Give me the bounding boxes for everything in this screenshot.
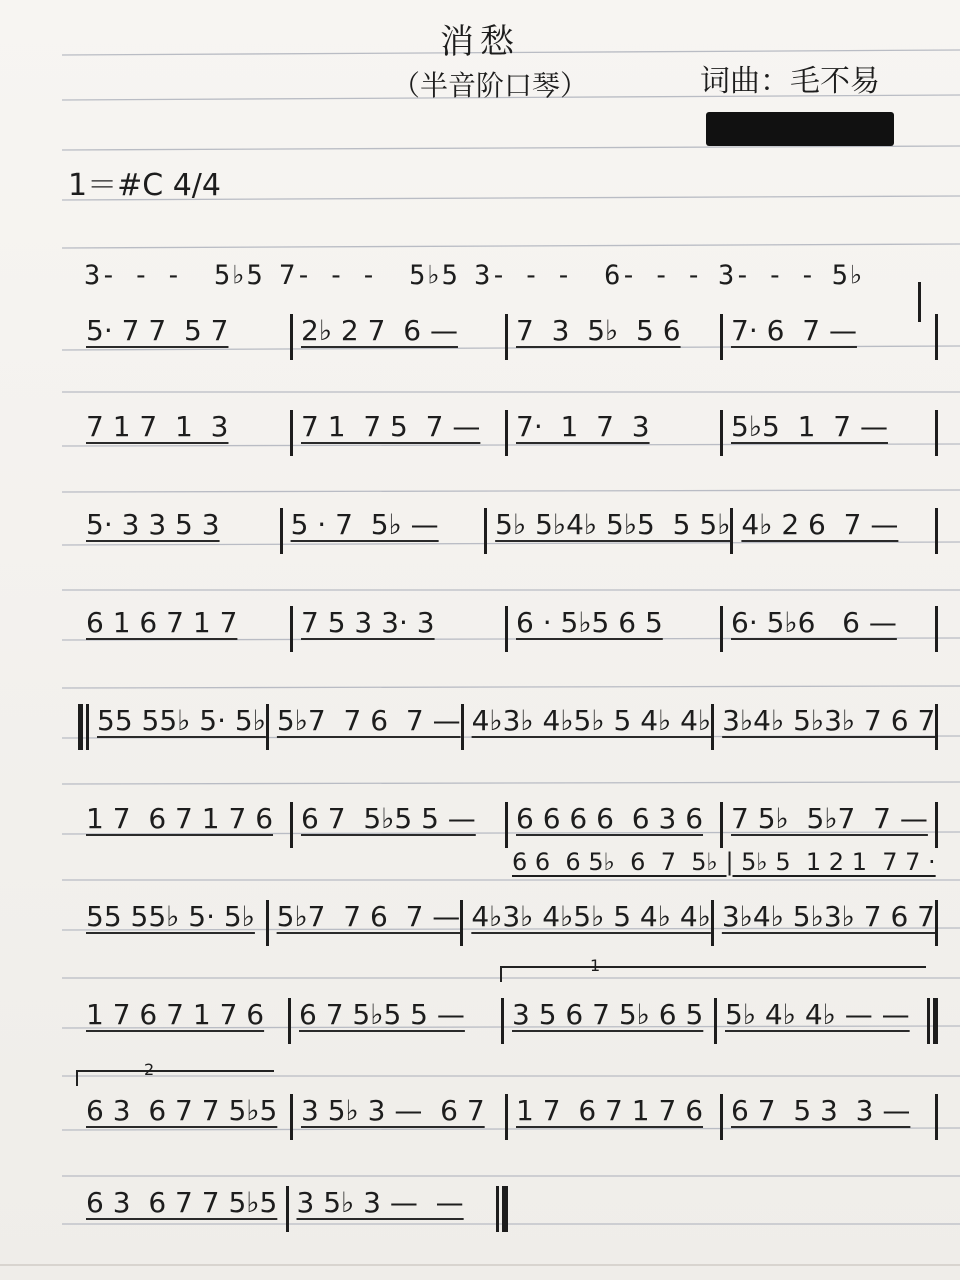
measure: 3 5♭ 3 — — (296, 1186, 464, 1219)
measure: 7 1 7 1 3 (86, 410, 229, 443)
measure: 5♭7 7 6 7 — (276, 704, 461, 737)
measure: 6 1 6 7 1 7 (86, 606, 238, 639)
score-row-5 (78, 704, 938, 764)
redaction-bar (706, 112, 894, 146)
score-row-4 (78, 606, 938, 666)
repeat-end-thick-bar (933, 998, 938, 1044)
measure: 3 5♭ 3 — 6 7 (301, 1094, 485, 1127)
measure: 55 55♭ 5· 5♭ (86, 900, 255, 933)
bar-line (935, 410, 938, 456)
measure: 7 5 3 3· 3 (301, 606, 435, 639)
measure: 7· 1 7 3 (516, 410, 650, 443)
second-ending-bracket (76, 1060, 274, 1086)
second-ending-label: 2 (144, 1060, 155, 1079)
measure: 6 7 5♭5 5 — (301, 802, 476, 835)
measure: 5♭7 7 6 7 — (276, 900, 461, 933)
bar-line (935, 802, 938, 848)
measure: 5♭5 1 7 — (731, 410, 888, 443)
measure: 6 3 6 7 7 5♭5 (86, 1186, 278, 1219)
measure: 7 3 5♭ 5 6 (516, 314, 681, 347)
final-thick-bar (502, 1186, 508, 1232)
measure: 4♭3♭ 4♭5♭ 5 4♭ 4♭ (471, 704, 712, 737)
bar-line (935, 704, 938, 750)
measure: 1 7 6 7 1 7 6 (86, 998, 265, 1031)
measure: 5♭ 4♭ 4♭ — — (725, 998, 910, 1031)
measure: 6 3 6 7 7 5♭5 (86, 1094, 278, 1127)
key-signature: 1＝#C 4/4 (68, 168, 221, 203)
score-row-1 (78, 314, 938, 374)
measure: 1 7 6 7 1 7 6 (516, 1094, 704, 1127)
measure: 5· 7 7 5 7 (86, 314, 229, 347)
score-row-7 (78, 900, 938, 960)
bar-line (935, 606, 938, 652)
measure: 4♭ 2 6 7 — (741, 508, 899, 541)
measure: 7 5♭ 5♭7 7 — (731, 802, 928, 835)
bar-line (935, 508, 938, 554)
measure: 7· 6 7 — (731, 314, 857, 347)
first-ending-label: 1 (590, 956, 601, 975)
measure: 4♭3♭ 4♭5♭ 5 4♭ 4♭ (471, 900, 711, 933)
bar-line (935, 314, 938, 360)
bar-line (935, 1094, 938, 1140)
final-thin-bar (496, 1186, 499, 1232)
song-subtitle: （半音阶口琴） (391, 69, 588, 102)
measure: 6 6 6 6 6 3 6 (516, 802, 704, 835)
measure: 55 55♭ 5· 5♭ (97, 704, 266, 737)
repeat-end-thin-bar (927, 998, 930, 1044)
first-ending-bracket (500, 956, 926, 982)
score-row-8 (78, 998, 938, 1058)
measure: 5♭ 5♭4♭ 5♭5 5 5♭ (495, 508, 731, 541)
measure: 6· 5♭6 6 — (731, 606, 897, 639)
measure: 2♭ 2 7 6 — (301, 314, 458, 347)
measure: 3♭4♭ 5♭3♭ 7 6 7 (722, 704, 936, 737)
measure: 6 7 5♭5 5 — (299, 998, 465, 1031)
score-row-3 (78, 508, 938, 568)
score-row-2 (78, 410, 938, 470)
measure: 5· 3 3 5 3 (86, 508, 220, 541)
credit-text: 词曲：毛不易 (700, 64, 880, 99)
intro-line: 3- - - 5♭5 7- - - 5♭5 3- - - 6- - - 3- - - 5♭ (84, 260, 865, 291)
measure: 6 7 5 3 3 — (731, 1094, 911, 1127)
repeat-start-thick-bar (78, 704, 83, 750)
measure: 1 7 6 7 1 7 6 (86, 802, 274, 835)
score-row-10 (78, 1186, 508, 1246)
measure: 6 · 5♭5 6 5 (516, 606, 663, 639)
measure: 5 · 7 5♭ — (290, 508, 439, 541)
measure: 7 1 7 5 7 — (301, 410, 481, 443)
bar-line (935, 900, 938, 946)
measure: 3 5 6 7 5♭ 6 5 (512, 998, 704, 1031)
alternate-line: 6 6 6 5♭ 6 7 5♭ | 5♭ 5 1 2 1 7 7 · (512, 848, 936, 876)
measure: 3♭4♭ 5♭3♭ 7 6 7 (721, 900, 935, 933)
score-row-9 (78, 1094, 938, 1154)
song-title: 消愁 (440, 22, 520, 62)
